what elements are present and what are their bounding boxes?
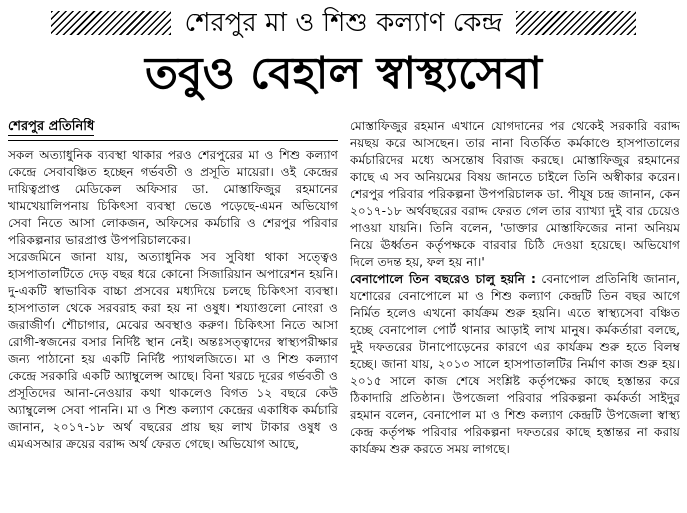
column-right <box>350 118 680 510</box>
subhead: বেনাপোলে তিন বছরেও চালু হয়নি : <box>350 272 536 286</box>
paragraph: সরেজমিনে জানা যায়, অত্যাধুনিক সব সুবিধা থাকা সত্ত্বেও হাসপাতালটিতে দেড় বছর ধরে কোনো সিজারিয়ান অপারেশন হয়নি। দু-একটি স্বাভাবিক বাচ্চা প্রসবের মধ্যদিয়ে চলছে চিকিৎসা ব্যবস্থা। হাসপাতাল থেকে সরবরাহ করা হয় না ওষুধ। শয্যাগুলো নোংরা ও জরাজীর্ণ। শৌচাগার, মেঝের অবস্থাও করুণ। চিকিৎসা নিতে আসা রোগী-স্বজনের বসার নির্দিষ্ট স্থান নেই। অন্তঃসত্ত্বাদের স্বাস্থ্যপরীক্ষার জন্য পাঠানো হয় একটি নির্দিষ্ট প্যাথলজিতে। মা ও শিশু কল্যাণ কেন্দ্রে সরকারি একটি অ্যাম্বুলেন্স আছে। বিনা খরচে দূরের গর্ভবতী ও প্রসূতিদের আনা-নেওয়ার কথা থাকলেও বিগত ১২ বছরে কেউ অ্যাম্বুলেন্স সেবা পাননি। মা ও শিশু কল্যাণ কেন্দ্রের একাধিক কর্মচারি জানান, ২০১৭-১৮ অর্থ বছরের প্রায় ছয় লাখ টাকার ওষুধ ও এমএসআর ক্রয়ের বরাদ্দ অর্থ ফেরত গেছে। অভিযোগ আছে, <box>8 250 338 451</box>
paragraph: মোস্তাফিজুর রহমান এখানে যোগদানের পর থেকেই সরকারি বরাদ্দ নয়ছয় করে আসছেন। তার নানা বিতর্কিত কর্মকাণ্ডে হাসপাতালের কর্মচারিদের মধ্যে অসন্তোষ বিরাজ করছে। মোস্তাফিজুর রহমানের কাছে এ সব অনিয়মের বিষয় জানতে চাইলে তিনি অস্বীকার করেন। শেরপুর পরিবার পরিকল্পনা উপপরিচালক ডা. পীযূষ চন্দ্র জানান, কেন ২০১৭-১৮ অর্থবছরের বরাদ্দ ফেরত গেল তার ব্যাখ্যা দুই বার চেয়েও পাওয়া যায়নি। তিনি বলেন, 'ডাক্তার মোস্তাফিজের নানা অনিয়ম নিয়ে ঊর্ধ্বতন কর্তৃপক্ষকে বারবার চিঠি দেওয়া হয়েছে। অভিযোগ দিলে তদন্ত হয়, ফল হয় না।' <box>350 119 680 269</box>
article-headline: তবুও বেহাল স্বাস্থ্যসেবা <box>145 48 542 99</box>
article-header <box>0 0 687 104</box>
subhead-paragraph <box>350 271 680 458</box>
byline <box>8 118 338 136</box>
article-kicker: শেরপুর মা ও শিশু কল্যাণ কেন্দ্র <box>184 8 503 38</box>
hatch-decoration-right <box>516 11 636 35</box>
column-left <box>8 118 338 510</box>
paragraph: সকল অত্যাধুনিক ব্যবস্থা থাকার পরও শেরপুরের মা ও শিশু কল্যাণ কেন্দ্রে সেবাবঞ্চিত হচ্ছেন গর্ভবতী ও প্রসূতি মায়েরা। ওই কেন্দ্রের দায়িত্বপ্রাপ্ত মেডিকেল অফিসার ডা. মোস্তাফিজুর রহমানের খামখেয়ালিপনায় চিকিৎসা ব্যবস্থা ভেঙে পড়েছে-এমন অভিযোগ সেবা নিতে আসা লোকজন, অফিসের কর্মচারি ও শেরপুর পরিবার পরিকল্পনার ভারপ্রাপ্ত উপপরিচালকের। <box>8 148 338 247</box>
subhead-body: বেনাপোল প্রতিনিধি জানান, যশোরের বেনাপোলে মা ও শিশু কল্যাণ কেন্দ্রটি তিন বছর আগে নির্মিত হলেও এখনো কার্যক্রম শুরু হয়নি। এতে স্বাস্থ্যসেবা বঞ্চিত হচ্ছে বেনাপোল পোর্ট থানার আড়াই লাখ মানুষ। কর্মকর্তারা বলছে, দুই দফতরের টানাপোড়েনের কারণে এর কার্যক্রম শুরু হতে বিলম্ব হচ্ছে। জানা যায়, ২০১৩ সালে হাসপাতালটির নির্মাণ কাজ শুরু হয়। ২০১৫ সালে কাজ শেষে সংশ্লিষ্ট কর্তৃপক্ষের কাছে হস্তান্তর করে ঠিকাদারি প্রতিষ্ঠান। উপজেলা পরিবার পরিকল্পনা কর্মকর্তা সাইদুর রহমান বলেন, বেনাপোল মা ও শিশু কল্যাণ কেন্দ্রটি উপজেলা স্বাস্থ্য কেন্দ্র কর্তৃপক্ষ পরিবার পরিকল্পনা দফতরের কাছে হস্তান্তর না করায় কার্যক্রম শুরু করতে সময় লাগছে। <box>350 272 680 456</box>
hatch-decoration-left <box>51 11 171 35</box>
kicker-row <box>0 6 687 40</box>
byline-text: শেরপুর প্রতিনিধি <box>8 119 95 134</box>
byline-rule <box>8 140 338 141</box>
article-body <box>8 118 681 510</box>
